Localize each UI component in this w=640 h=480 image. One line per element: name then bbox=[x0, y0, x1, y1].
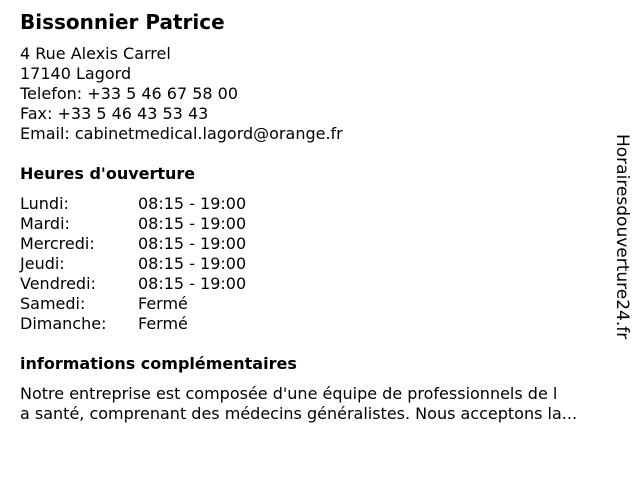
hours-time: 08:15 - 19:00 bbox=[138, 194, 247, 213]
hours-day: Lundi: bbox=[20, 194, 69, 213]
description-text bbox=[20, 384, 625, 424]
hours-row-thursday bbox=[20, 254, 246, 274]
address-block bbox=[20, 44, 343, 144]
hours-row-saturday bbox=[20, 294, 246, 314]
hours-time: Fermé bbox=[138, 314, 188, 333]
hours-row-friday bbox=[20, 274, 246, 294]
info-heading: informations complémentaires bbox=[20, 354, 297, 373]
hours-table bbox=[20, 194, 246, 334]
hours-time: Fermé bbox=[138, 294, 188, 313]
hours-day: Dimanche: bbox=[20, 314, 107, 333]
hours-day: Vendredi: bbox=[20, 274, 96, 293]
street-address: 4 Rue Alexis Carrel bbox=[20, 44, 171, 63]
hours-heading: Heures d'ouverture bbox=[20, 164, 196, 183]
hours-day: Mercredi: bbox=[20, 234, 95, 253]
hours-time: 08:15 - 19:00 bbox=[138, 254, 247, 273]
site-watermark: Horairesdouverture24.fr bbox=[612, 134, 632, 340]
email-address: Email: cabinetmedical.lagord@orange.fr bbox=[20, 124, 343, 143]
phone-number: Telefon: +33 5 46 67 58 00 bbox=[20, 84, 239, 103]
hours-day: Jeudi: bbox=[20, 254, 65, 273]
description-line: a santé, comprenant des médecins généralistes. Nous acceptons la... bbox=[20, 404, 578, 423]
hours-time: 08:15 - 19:00 bbox=[138, 214, 247, 233]
hours-row-monday bbox=[20, 194, 246, 214]
page-title: Bissonnier Patrice bbox=[20, 10, 225, 34]
hours-day: Samedi: bbox=[20, 294, 86, 313]
city-address: 17140 Lagord bbox=[20, 64, 132, 83]
hours-time: 08:15 - 19:00 bbox=[138, 274, 247, 293]
hours-row-tuesday bbox=[20, 214, 246, 234]
hours-time: 08:15 - 19:00 bbox=[138, 234, 247, 253]
fax-number: Fax: +33 5 46 43 53 43 bbox=[20, 104, 209, 123]
hours-day: Mardi: bbox=[20, 214, 70, 233]
hours-row-sunday bbox=[20, 314, 246, 334]
description-line: Notre entreprise est composée d'une équipe de professionnels de l bbox=[20, 384, 558, 403]
hours-row-wednesday bbox=[20, 234, 246, 254]
